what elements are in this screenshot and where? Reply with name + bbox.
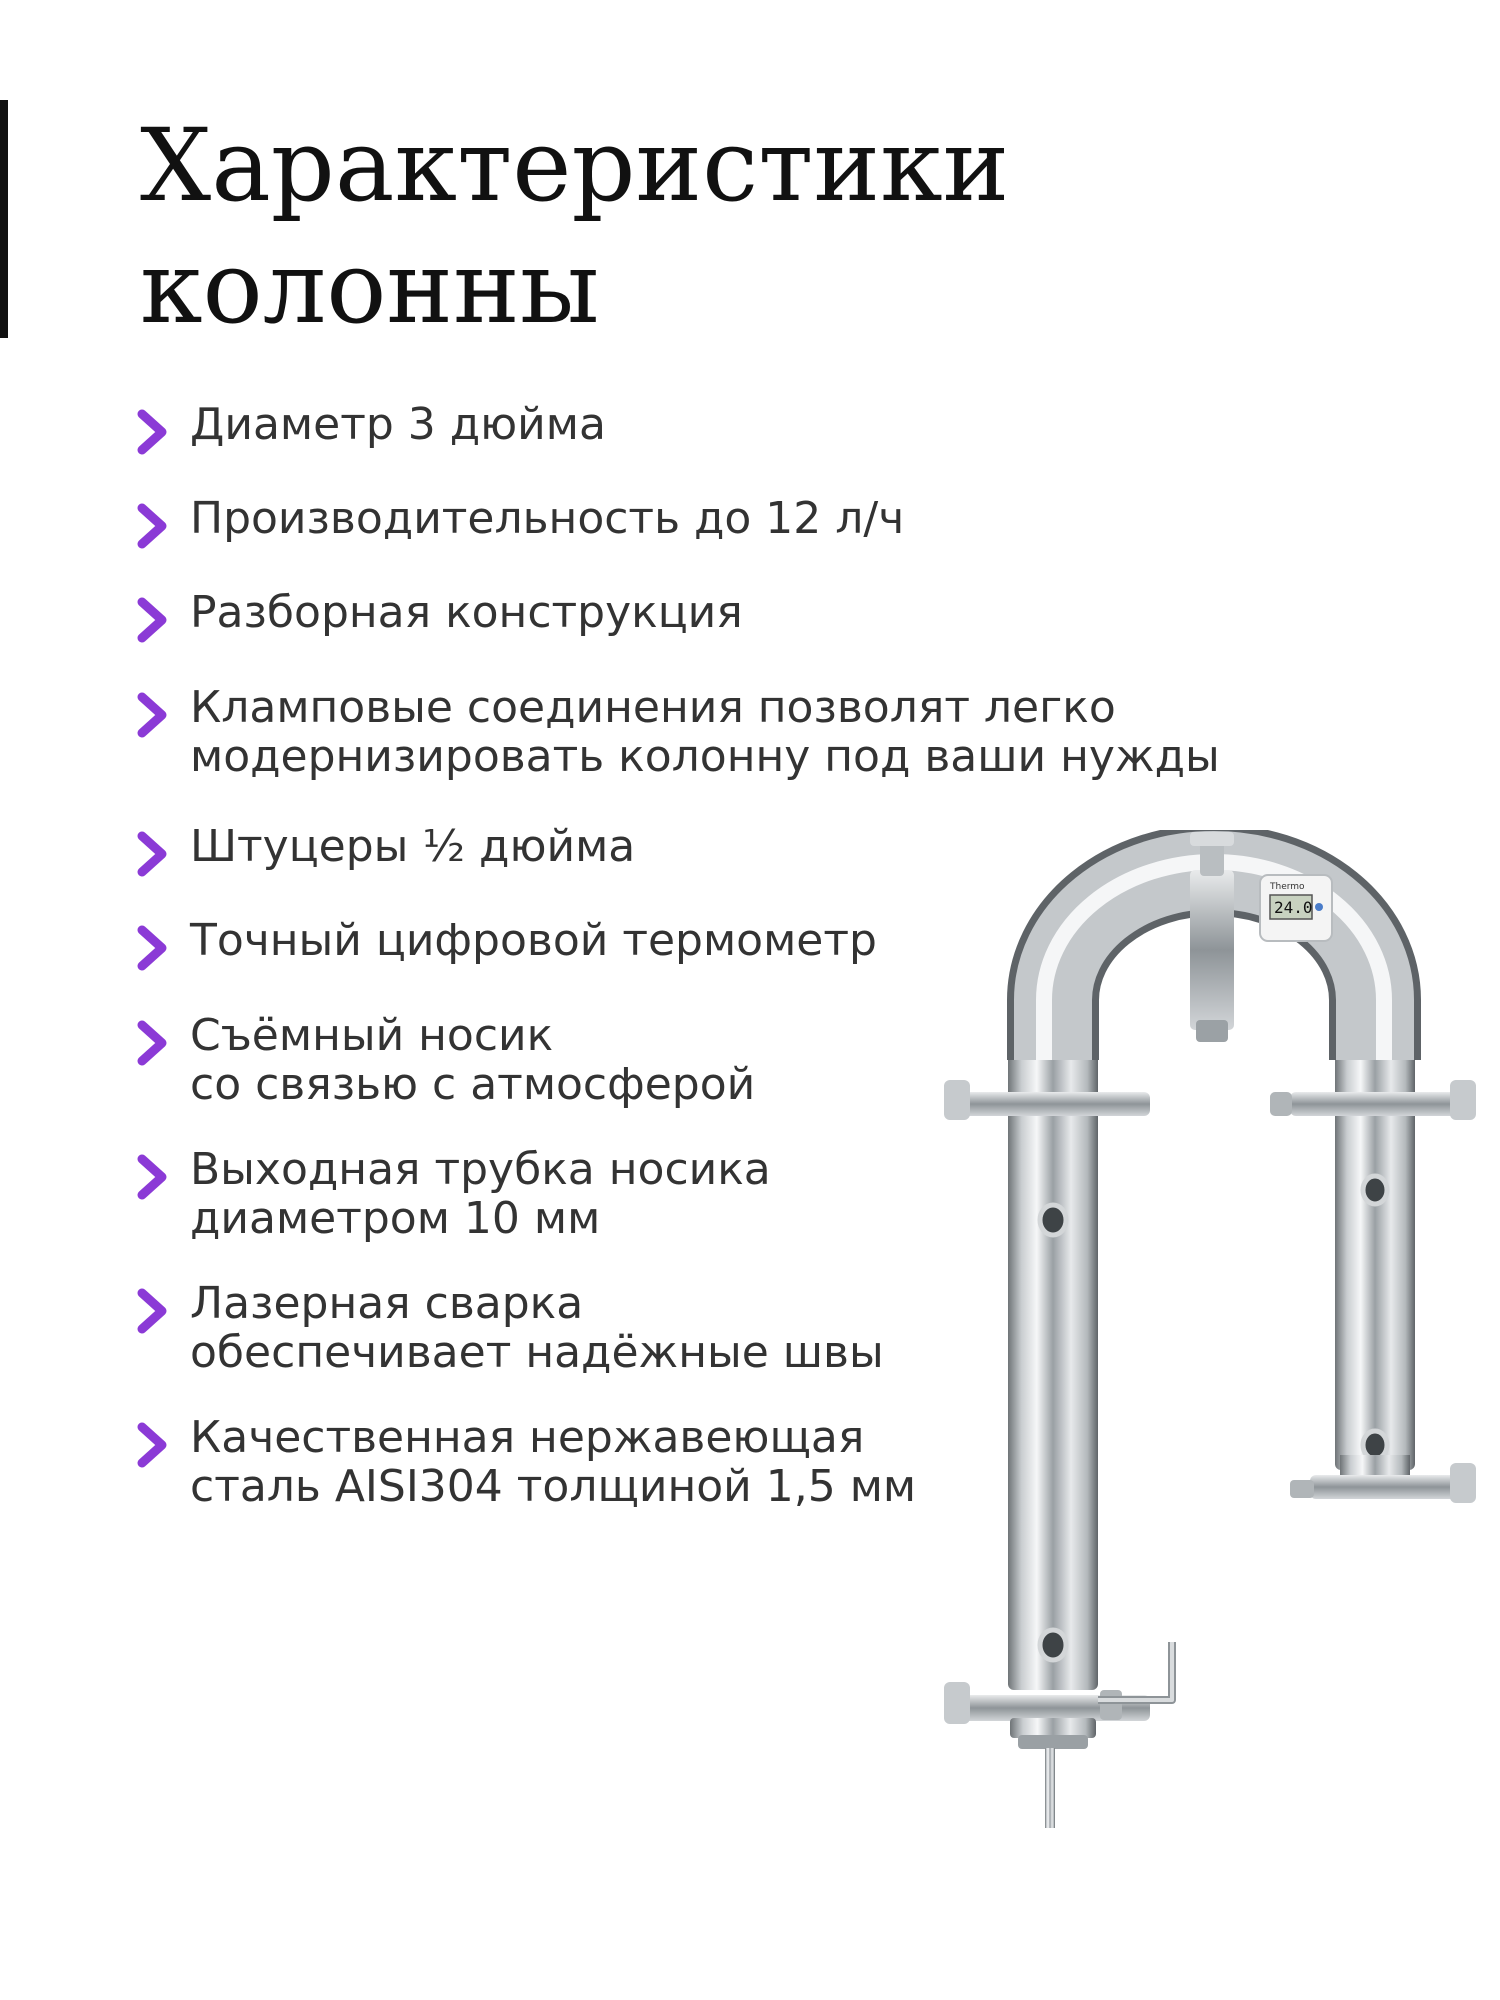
feature-line: Диаметр 3 дюйма — [190, 399, 606, 450]
chevron-right-icon — [136, 408, 170, 456]
chevron-right-icon — [136, 1019, 170, 1067]
feature-line: Лазерная сварка — [190, 1278, 584, 1329]
feature-line: диаметром 10 мм — [190, 1193, 601, 1244]
feature-line: сталь AISI304 толщиной 1,5 мм — [190, 1461, 917, 1512]
thermometer — [1260, 875, 1332, 941]
chevron-right-icon — [136, 830, 170, 878]
page-title — [140, 105, 1340, 349]
feature-line: обеспечивает надёжные швы — [190, 1327, 884, 1378]
feature-text — [190, 683, 1220, 781]
chevron-right-icon — [136, 924, 170, 972]
feature-line: Съёмный носик — [190, 1010, 554, 1061]
chevron-right-icon — [136, 1153, 170, 1201]
thermometer-brand: Thermo — [1270, 882, 1305, 892]
feature-line: Выходная трубка носика — [190, 1144, 771, 1195]
feature-text — [190, 916, 877, 965]
chevron-right-icon — [136, 1421, 170, 1469]
feature-line: Разборная конструкция — [190, 587, 743, 638]
feature-line: Качественная нержавеющая — [190, 1412, 865, 1463]
chevron-right-icon — [136, 1287, 170, 1335]
bottom-clamp — [944, 1682, 1150, 1749]
thermometer-reading: 24.0 — [1274, 898, 1313, 917]
feature-text — [190, 494, 904, 543]
column-left-tube — [1008, 1040, 1098, 1690]
feature-line: Штуцеры ½ дюйма — [190, 821, 636, 872]
feature-text — [190, 400, 606, 449]
feature-text — [190, 1413, 916, 1511]
feature-line: Производительность до 12 л/ч — [190, 493, 905, 544]
feature-text — [190, 1279, 884, 1377]
feature-text — [190, 588, 743, 637]
chevron-right-icon — [136, 691, 170, 739]
feature-line: Кламповые соединения позволят легко — [190, 682, 1116, 733]
feature-line: со связью с атмосферой — [190, 1059, 756, 1110]
title-accent-bar — [0, 100, 8, 338]
feature-text — [190, 1011, 755, 1109]
page-title-line-2: колонны — [140, 229, 600, 346]
distillation-column-image — [940, 830, 1500, 1850]
page-title-line-1: Характеристики — [140, 107, 1010, 224]
chevron-right-icon — [136, 596, 170, 644]
feature-line: Точный цифровой термометр — [190, 915, 877, 966]
feature-text — [190, 822, 635, 871]
chevron-right-icon — [136, 502, 170, 550]
lower-right-clamp — [1290, 1455, 1476, 1503]
feature-text — [190, 1145, 771, 1243]
feature-line: модернизировать колонну под ваши нужды — [190, 731, 1220, 782]
